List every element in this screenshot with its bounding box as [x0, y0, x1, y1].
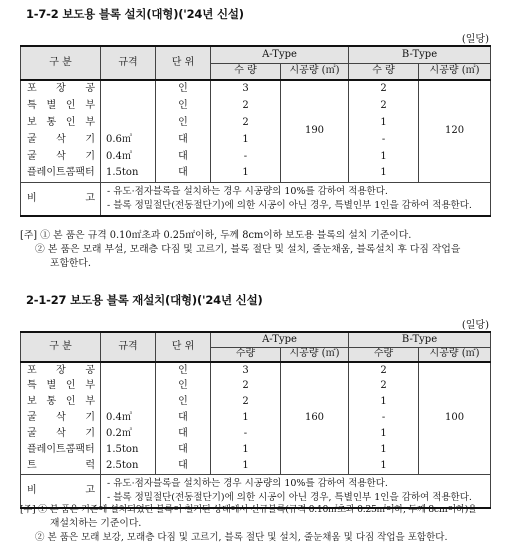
table-row: 특 별 인 부 인 2 2	[21, 378, 491, 394]
section1-remarks: [주] ① 본 품은 규격 0.10㎡초과 0.25㎡이하, 두께 8cm이하 보도용 블록의 설치 기준이다. ② 본 품은 모래 부설, 모래층 다짐 및 고르기, 블록 절단 및 설치, 줄눈채움, 블록설치 후 다짐 작업을 포함한다.	[20, 230, 461, 269]
table-row: 보 통 인 부 인 2 1	[21, 394, 491, 410]
table-row: 보 통 인 부 인 2 1	[21, 114, 491, 131]
header-unit: 단 위	[156, 332, 211, 362]
header-category: 구 분	[21, 46, 101, 80]
table-row: 굴 삭 기 0.6㎥ 대 1 -	[21, 131, 491, 148]
b-area-value: 120	[419, 80, 491, 182]
header-a-qty: 수 량	[211, 63, 281, 80]
header-type-a: A-Type	[211, 46, 349, 63]
header-unit: 단 위	[156, 46, 211, 80]
note-label: 비 고	[21, 182, 101, 216]
table-row: 포 장 공 인 3 190 2 120	[21, 80, 491, 97]
note-label: 비 고	[21, 474, 101, 508]
b-area-value: 100	[419, 362, 491, 474]
header-type-b: B-Type	[349, 332, 491, 347]
note-text: - 유도·점자블록을 설치하는 경우 시공량의 10%를 감하여 적용한다. - 블록 정밀절단(전동절단기)에 의한 시공이 아닌 경우, 특별인부 1인을 감하여 적용한다.	[101, 474, 491, 508]
header-b-area: 시공량 (㎡)	[419, 63, 491, 80]
section2-unit-label: (일당)	[461, 320, 489, 331]
header-spec: 규격	[101, 332, 156, 362]
header-type-b: B-Type	[349, 46, 491, 63]
table-row: 굴 삭 기 0.4㎥ 대 - 1	[21, 148, 491, 165]
section2-remarks: [주] ① 본 품은 기존에 설치되었던 블록이 철거된 상태에서 신규블록(규격 0.10㎡초과 0.25㎡이하, 두께 8cm이하)을 재설치하는 기준이다. ② 본 품은 모래 보강, 모래층 다짐 및 고르기, 블록 절단 및 설치, 줄눈채움 및 다짐 작업을 포함한다.	[20, 504, 477, 543]
table-row: 특 별 인 부 인 2 2	[21, 97, 491, 114]
header-a-area: 시공량 (㎡)	[281, 63, 349, 80]
table-row: 굴 삭 기 0.4㎥ 대 1 -	[21, 410, 491, 426]
header-category: 구 분	[21, 332, 101, 362]
header-spec: 규격	[101, 46, 156, 80]
table-row: 플레이트콤팩터 1.5ton 대 1 1	[21, 442, 491, 458]
header-a-area: 시공량 (㎡)	[281, 347, 349, 362]
header-b-qty: 수 량	[349, 63, 419, 80]
section1-title: 1-7-2 보도용 블록 설치(대형)('24년 신설)	[26, 7, 244, 21]
note-text: - 유도·점자블록을 설치하는 경우 시공량의 10%를 감하여 적용한다. - 블록 정밀절단(전동절단기)에 의한 시공이 아닌 경우, 특별인부 1인을 감하여 적용한다.	[101, 182, 491, 216]
section1-unit-label: (일당)	[461, 34, 489, 45]
header-type-a: A-Type	[211, 332, 349, 347]
section2-table	[20, 331, 491, 509]
a-area-value: 190	[281, 80, 349, 182]
note-row	[21, 182, 491, 216]
a-area-value: 160	[281, 362, 349, 474]
header-b-qty: 수량	[349, 347, 419, 362]
section1-table	[20, 45, 491, 217]
table-row: 플레이트콤팩터 1.5ton 대 1 1	[21, 165, 491, 182]
header-b-area: 시공량 (㎡)	[419, 347, 491, 362]
section2-title: 2-1-27 보도용 블록 재설치(대형)('24년 신설)	[26, 293, 263, 307]
table-row: 포 장 공 인 3 160 2 100	[21, 362, 491, 378]
table-row: 트 럭 2.5ton 대 1 1	[21, 458, 491, 474]
table-row: 굴 삭 기 0.2㎥ 대 - 1	[21, 426, 491, 442]
header-a-qty: 수량	[211, 347, 281, 362]
